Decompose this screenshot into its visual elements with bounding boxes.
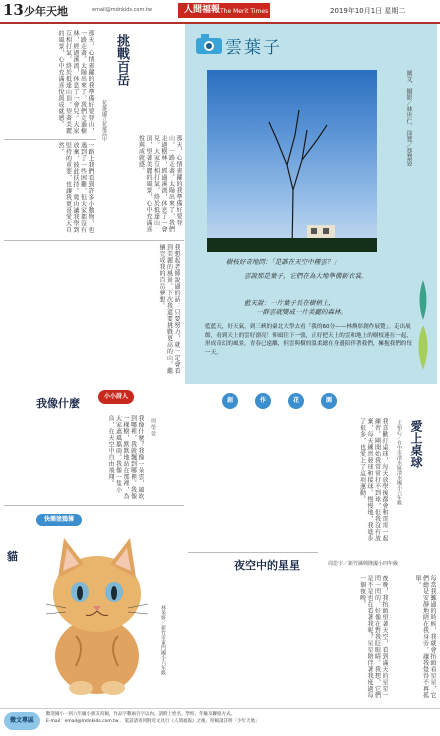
article-body-mountain-1: 那天，心情雀躍的我準備好要登山，一路走著。太陽出來了，我們走過樹林，經過溪流，休息了一會兒。大家互相打氣，終於抵達山頂，望著美麗的風景，心中充滿喜悅與成就感。 [57, 30, 94, 134]
column-divider [4, 139, 96, 140]
column-divider [4, 505, 184, 506]
submission-logo: 徵文專區 [4, 712, 40, 730]
article-body-stars-2: 每當我難過的時候，我就會抬頭看星星，它們總是安靜地陪在我身旁，讓我覺得不再孤單。 [414, 575, 436, 699]
article-title-stars: 夜空中的星星 [234, 559, 300, 572]
tree-silhouette-icon [207, 70, 377, 252]
brand-chinese: 人間福報 [184, 5, 221, 15]
photo-caption-line4: 一群雲就變成一片美麗的森林。 [256, 308, 347, 316]
article-author-stars: 周思宇／新竹縣興隆國小四年級 [328, 561, 399, 567]
article-body-mountain-2: 一路上我們看到許多小動物，也遇到了一些困難，但大家都沒有放棄，彼此扶持。爬山讓我學到堅持的重要，也讓我更喜愛大自然。 [57, 142, 94, 233]
cat-drawing-image [36, 516, 158, 696]
sky-tree-photo [207, 70, 377, 252]
poem-author-like: 周 瑩 萱 [150, 418, 156, 437]
drawing-tag: 快樂塗鴉簿 [36, 514, 82, 526]
section-tag-char-1: 創 [222, 393, 238, 409]
column-divider [4, 240, 184, 241]
footer-text [46, 712, 436, 725]
poem-tag-little-poet: 小小詩人 [98, 390, 134, 404]
article-author-mountain: 花蓮/國立花蓮高中 [101, 100, 107, 142]
footer-line-2: E-mail：email@mdnkids.com.tw ．電話請寄到附近文具行《人間福報》之後，投稿請註明「少年天地」 [46, 718, 260, 724]
drawing-title: 貓 [7, 550, 18, 563]
poem-body-like: 我像什麼？我像一朵雲，風吹到哪裡，我就飄到哪裡。我像一棵樹，默默地站在那裡，為大家遮風擋雨。我像一隻小鳥，在天空中自由飛翔。 [107, 415, 144, 500]
photo-caption-line3: 藍天說：一片葉子長在樹梢上， [244, 299, 335, 307]
leaf-decoration-icon [410, 280, 436, 380]
photo-caption-line1: 樹枝好奇地問：「是誰在天空中種雲？」 [226, 258, 340, 266]
section-tag-char-4: 園 [321, 393, 337, 409]
article-body-stars: 夜晚，我抬頭望著天空，看到滿天的星星一閃一閃的，好像在對我眨眼睛。我想，它們是不是也在看著我呢？星星陪伴著我度過每一個夜晚。 [358, 575, 388, 699]
brand-english: The Merit Times [220, 8, 269, 15]
section-title: 少年天地 [24, 5, 68, 18]
footer-line-1: 歡迎國小一到六年級小朋友投稿，作品字數兩百字以內，請附上姓名、學校、年級及聯絡方式。 [46, 712, 235, 717]
drawing-author: 林采妍／新竹市東門國小六年級 [160, 605, 166, 675]
article-body-pingpong: 我喜歡打桌球，每天放學後都會和哥哥一起練習。剛開始我常常打不到球，但我沒有放棄，每天練習發球和接球。慢慢地，我進步了很多，也愛上了這項運動。 [358, 418, 388, 542]
article-title-pingpong: 愛上桌球 [409, 420, 423, 468]
article-title-mountain: 挑戰百岳 [114, 34, 129, 86]
article-body-mountain-4: 那天，心情雀躍的我準備好要登山，一路走著。太陽出來了，我們走過樹林，經過溪流，休息了一會兒。大家互相打氣，終於抵達山頂，望著美麗的風景，心中充滿喜悅與成就感。 [137, 135, 182, 233]
website-text: email@mdnkids.com.tw [92, 7, 152, 13]
article-author-pingpong: 王怡心／台中市清水區清水國小六年級 [396, 420, 402, 505]
section-tag-char-3: 花 [288, 393, 304, 409]
photo-feature-byline: 圖文．攝影／林世仁．徐寬／蔡慧姿 [405, 70, 412, 166]
photo-feature-body: 藍藍天，好天氣，到三峽的臺北大學去看「我的60分——林煥彰創作展覽」。走出展館，看到天上的雲好漂亮！仰頭往下一張，正好把天上的雲和地上的樹枝連在一起，形成奇幻的風景。青春已遠離，但雲與樹的溫柔總在身邊陪伴著我們，擁抱我們的每一天。 [205, 324, 412, 356]
camera-icon [190, 28, 230, 58]
issue-date: 2019年10月1日 星期二 [330, 7, 406, 15]
page-number: 13 [3, 1, 24, 19]
poem-title-like: 我像什麼 [36, 397, 80, 410]
article-body-mountain-3: 我想起老師說過的話：只要努力，就一定會看到美麗的風景。下次我還要挑戰更高的山，繼續完成我的百岳夢想。 [158, 244, 180, 374]
photo-caption-line2: 雲說那是葉子，它們在為大地準備新衣裳。 [244, 272, 368, 280]
photo-feature-title: 雲葉子 [225, 38, 282, 58]
column-divider [188, 552, 318, 553]
section-tag-char-2: 作 [255, 393, 271, 409]
